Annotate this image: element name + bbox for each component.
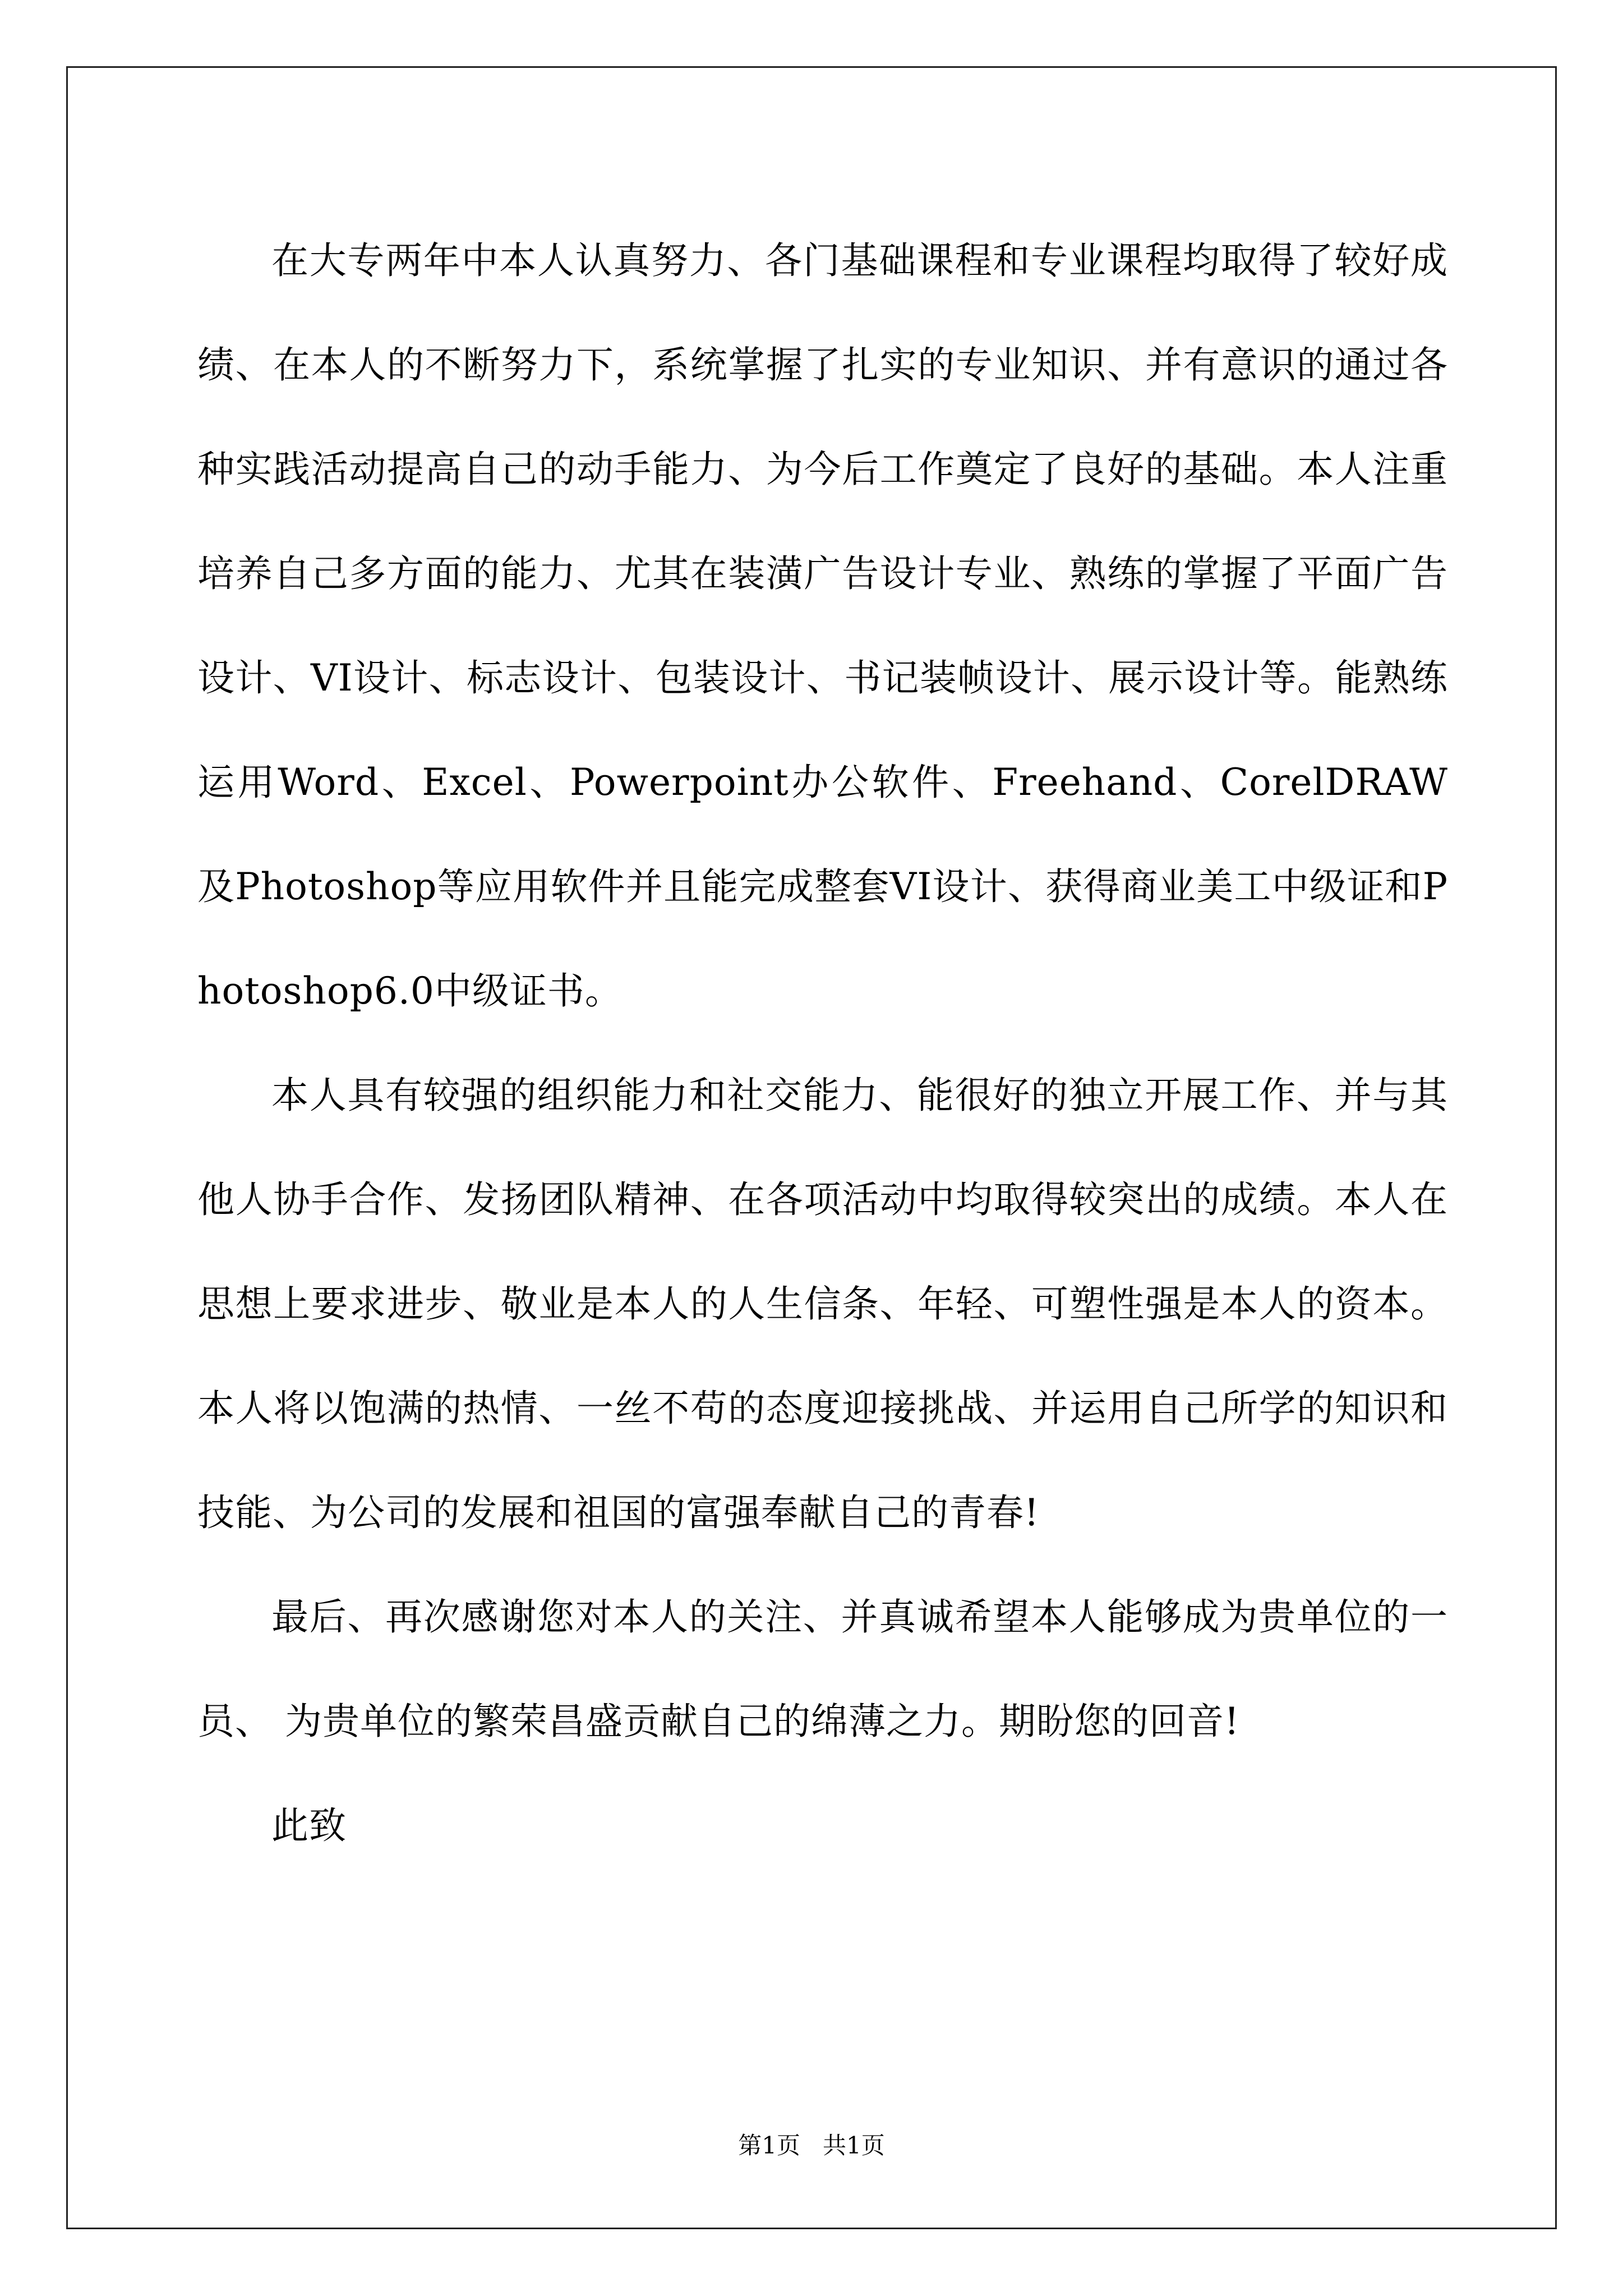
- paragraph-abilities: 本人具有较强的组织能力和社交能力、能很好的独立开展工作、并与其他人协手合作、发扬团队精神、在各项活动中均取得较突出的成绩。本人在思想上要求进步、敬业是本人的人生信条、年轻、可塑性强是本人的资本。本人将以饱满的热情、一丝不苟的态度迎接挑战、并运用自己所学的知识和技能、为公司的发展和祖国的富强奉献自己的青春!: [197, 1074, 1448, 1534]
- paragraph-salutation: 此致: [271, 1804, 347, 1847]
- page-total: 共1页: [823, 2132, 885, 2159]
- page-footer: [0, 2129, 1623, 2162]
- paragraph-closing: 最后、再次感谢您对本人的关注、并真诚希望本人能够成为贵单位的一员、 为贵单位的繁荣昌盛贡献自己的绵薄之力。期盼您的回音!: [197, 1595, 1448, 1743]
- document-body: [197, 209, 1448, 1878]
- page-number: 第1页: [738, 2132, 800, 2159]
- paragraph-education: 在大专两年中本人认真努力、各门基础课程和专业课程均取得了较好成绩、在本人的不断努力下，系统掌握了扎实的专业知识、并有意识的通过各种实践活动提高自己的动手能力、为今后工作奠定了良好的基础。本人注重培养自己多方面的能力、尤其在装潢广告设计专业、熟练的掌握了平面广告设计、VI设计、标志设计、包装设计、书记装帧设计、展示设计等。能熟练运用Word、Excel、Powerpoint办公软件、Freehand、CorelDRAW及Photoshop等应用软件并且能完成整套VI设计、获得商业美工中级证和Photoshop6.0中级证书。: [197, 239, 1448, 1013]
